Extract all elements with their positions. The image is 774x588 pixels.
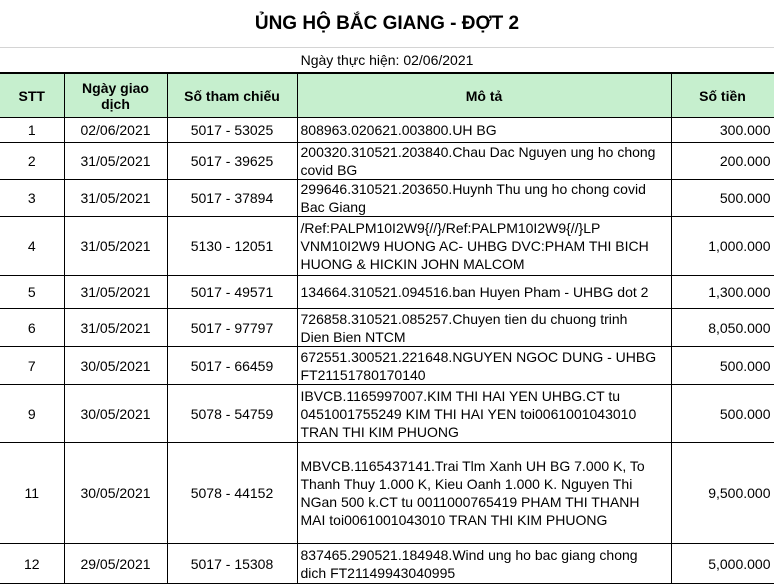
cell-date[interactable]: 29/05/2021 bbox=[64, 544, 167, 584]
cell-amount[interactable]: 300.000 bbox=[671, 118, 774, 143]
cell-date[interactable]: 31/05/2021 bbox=[64, 276, 167, 309]
cell-date[interactable]: 02/06/2021 bbox=[64, 118, 167, 143]
cell-date[interactable]: 30/05/2021 bbox=[64, 385, 167, 443]
execution-date: Ngày thực hiện: 02/06/2021 bbox=[0, 48, 774, 73]
table-row bbox=[0, 118, 774, 143]
cell-stt[interactable]: 5 bbox=[0, 276, 64, 309]
cell-desc[interactable]: 726858.310521.085257.Chuyen tien du chuong trinh Dien Bien NTCM bbox=[297, 309, 671, 347]
col-header-stt[interactable]: STT bbox=[0, 74, 64, 118]
cell-ref[interactable]: 5078 - 44152 bbox=[167, 443, 297, 544]
cell-date[interactable]: 30/05/2021 bbox=[64, 347, 167, 385]
col-header-amount[interactable]: Số tiền bbox=[671, 74, 774, 118]
cell-desc[interactable]: 134664.310521.094516.ban Huyen Pham - UHBG dot 2 bbox=[297, 276, 671, 309]
cell-amount[interactable]: 500.000 bbox=[671, 180, 774, 217]
table-row bbox=[0, 309, 774, 347]
cell-desc[interactable]: /Ref:PALPM10I2W9{//}/Ref:PALPM10I2W9{//}LP VNM10I2W9 HUONG AC- UHBG DVC:PHAM THI BICH HUONG & HICKIN JOHN MALCOM bbox=[297, 217, 671, 276]
table-row bbox=[0, 544, 774, 584]
table-row bbox=[0, 217, 774, 276]
cell-ref[interactable]: 5017 - 49571 bbox=[167, 276, 297, 309]
cell-amount[interactable]: 200.000 bbox=[671, 143, 774, 180]
cell-desc[interactable]: 837465.290521.184948.Wind ung ho bac giang chong dich FT21149943040995 bbox=[297, 544, 671, 584]
cell-amount[interactable]: 500.000 bbox=[671, 385, 774, 443]
cell-desc[interactable]: MBVCB.1165437141.Trai Tlm Xanh UH BG 7.000 K, To Thanh Thuy 1.000 K, Kieu Oanh 1.000 K. Nguyen Thi NGan 500 k.CT tu 0011000765419 PHAM THI THANH MAI toi0061001043010 TRAN THI KIM PHUONG bbox=[297, 443, 671, 544]
cell-amount[interactable]: 8,050.000 bbox=[671, 309, 774, 347]
cell-amount[interactable]: 1,300.000 bbox=[671, 276, 774, 309]
table-row bbox=[0, 385, 774, 443]
cell-desc[interactable]: 200320.310521.203840.Chau Dac Nguyen ung ho chong covid BG bbox=[297, 143, 671, 180]
cell-stt[interactable]: 12 bbox=[0, 544, 64, 584]
cell-desc[interactable]: IBVCB.1165997007.KIM THI HAI YEN UHBG.CT tu 0451001755249 KIM THI HAI YEN toi0061001043010 TRAN THI KIM PHUONG bbox=[297, 385, 671, 443]
col-header-date[interactable]: Ngày giao dịch bbox=[64, 74, 167, 118]
col-header-ref[interactable]: Số tham chiếu bbox=[167, 74, 297, 118]
col-header-desc[interactable]: Mô tả bbox=[297, 74, 671, 118]
cell-date[interactable]: 31/05/2021 bbox=[64, 217, 167, 276]
cell-date[interactable]: 31/05/2021 bbox=[64, 143, 167, 180]
table-row bbox=[0, 443, 774, 544]
cell-stt[interactable]: 7 bbox=[0, 347, 64, 385]
table-row bbox=[0, 347, 774, 385]
cell-stt[interactable]: 4 bbox=[0, 217, 64, 276]
sheet-title: ỦNG HỘ BẮC GIANG - ĐỢT 2 bbox=[0, 0, 774, 48]
cell-amount[interactable]: 500.000 bbox=[671, 347, 774, 385]
cell-desc[interactable]: 672551.300521.221648.NGUYEN NGOC DUNG - UHBG FT21151780170140 bbox=[297, 347, 671, 385]
cell-amount[interactable]: 5,000.000 bbox=[671, 544, 774, 584]
cell-ref[interactable]: 5078 - 54759 bbox=[167, 385, 297, 443]
cell-date[interactable]: 30/05/2021 bbox=[64, 443, 167, 544]
table-row bbox=[0, 276, 774, 309]
cell-ref[interactable]: 5017 - 37894 bbox=[167, 180, 297, 217]
cell-amount[interactable]: 9,500.000 bbox=[671, 443, 774, 544]
header-row bbox=[0, 74, 774, 118]
donation-table bbox=[0, 73, 774, 584]
cell-ref[interactable]: 5017 - 66459 bbox=[167, 347, 297, 385]
cell-date[interactable]: 31/05/2021 bbox=[64, 180, 167, 217]
cell-ref[interactable]: 5130 - 12051 bbox=[167, 217, 297, 276]
cell-desc[interactable]: 299646.310521.203650.Huynh Thu ung ho chong covid Bac Giang bbox=[297, 180, 671, 217]
cell-stt[interactable]: 1 bbox=[0, 118, 64, 143]
table-row bbox=[0, 180, 774, 217]
cell-ref[interactable]: 5017 - 53025 bbox=[167, 118, 297, 143]
cell-stt[interactable]: 3 bbox=[0, 180, 64, 217]
cell-amount[interactable]: 1,000.000 bbox=[671, 217, 774, 276]
cell-ref[interactable]: 5017 - 15308 bbox=[167, 544, 297, 584]
table-row bbox=[0, 143, 774, 180]
cell-date[interactable]: 31/05/2021 bbox=[64, 309, 167, 347]
cell-stt[interactable]: 6 bbox=[0, 309, 64, 347]
cell-stt[interactable]: 9 bbox=[0, 385, 64, 443]
cell-stt[interactable]: 11 bbox=[0, 443, 64, 544]
cell-desc[interactable]: 808963.020621.003800.UH BG bbox=[297, 118, 671, 143]
cell-ref[interactable]: 5017 - 39625 bbox=[167, 143, 297, 180]
cell-ref[interactable]: 5017 - 97797 bbox=[167, 309, 297, 347]
cell-stt[interactable]: 2 bbox=[0, 143, 64, 180]
